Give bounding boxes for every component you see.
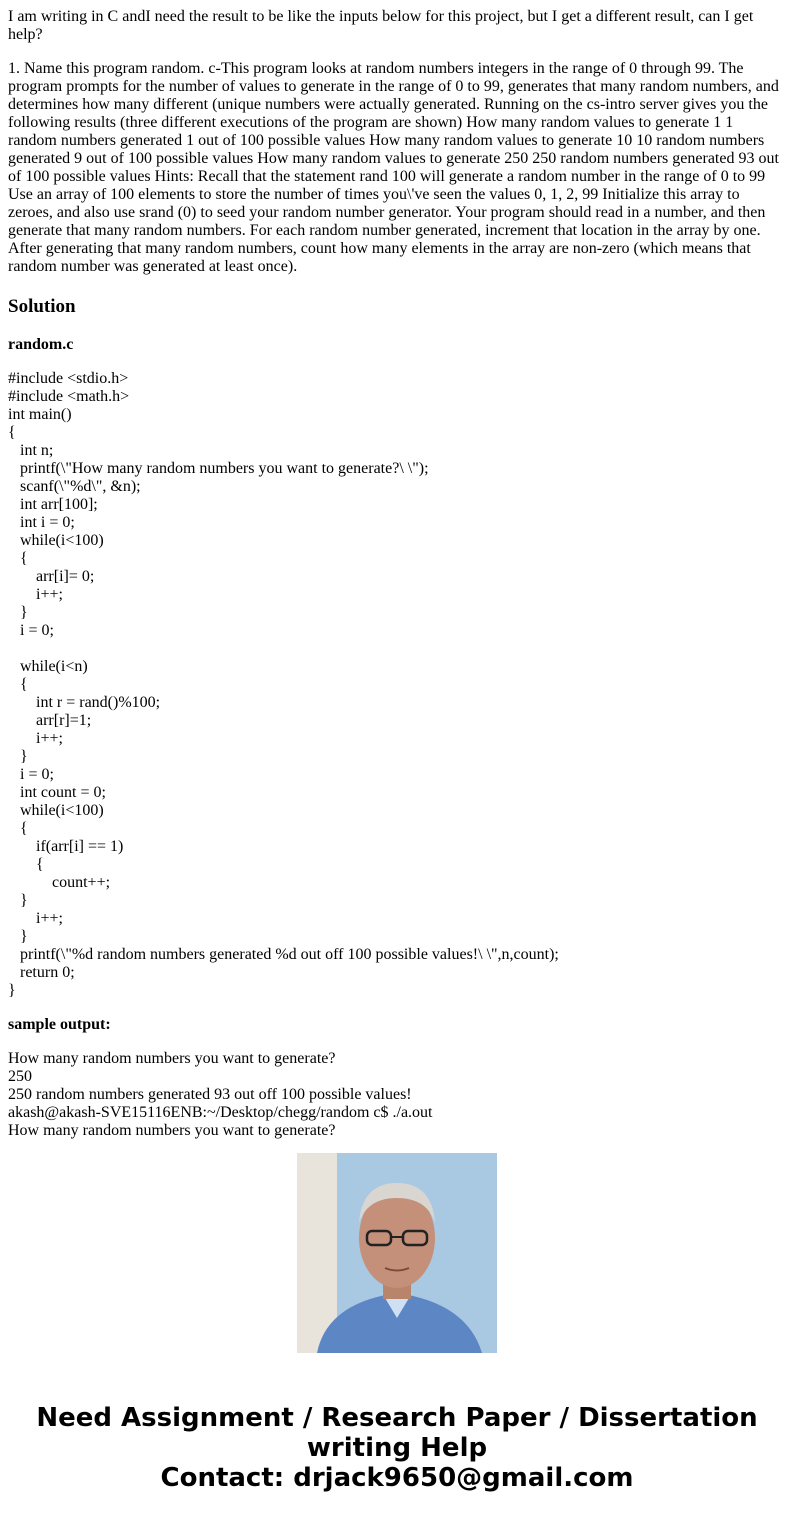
sample-output-heading: sample output: bbox=[8, 1016, 111, 1033]
promo-line-contact: Contact: drjack9650@gmail.com bbox=[160, 1463, 634, 1493]
question-body: 1. Name this program random. c-This program looks at random numbers integers in the range of 0 through 99. The program prompts for the number of values to generate in the range of 0 to 99, generates that many random numbers, and determines how many different (unique numbers were actually generated. Running on the cs-intro server gives you the following results (three different executions of the program are shown) How many random values to generate 1 1 random numbers generated 1 out of 100 possible values How many random values to generate 10 10 random numbers generated 9 out of 100 possible values How many random values to generate 250 250 random numbers generated 93 out of 100 possible values Hints: Recall that the statement rand 100 will generate a random number in the range of 0 to 99 Use an array of 100 elements to store the number of times you\'ve seen the values 0, 1, 2, 99 Initialize this array to zeroes, and also use srand (0) to seed your random number generator. Your program should read in a number, and then generate that many random numbers. For each random number generated, increment that location in the array by one. After generating that many random numbers, count how many elements in the array are non-zero (which means that random number was generated at least once). bbox=[8, 60, 779, 275]
author-avatar bbox=[297, 1153, 497, 1353]
article-content bbox=[8, 0, 786, 1139]
solution-heading: Solution bbox=[8, 296, 76, 317]
promo-banner bbox=[0, 1403, 794, 1493]
question-intro: I am writing in C andI need the result to be like the inputs below for this project, but I get a different result, can I get help? bbox=[8, 8, 754, 43]
code-block: #include <stdio.h> #include <math.h> int main() { int n; printf(\"How many random numbers you want to generate?\ \"); scanf(\"%d\", &n); int arr[100]; int i = 0; while(i<100) { arr[i]= 0; i++; } i = 0; while(i<n) { int r = rand()%100; arr[r]=1; i++; } i = 0; int count = 0; while(i<100) { if(arr[i] == 1) { count++; } i++; } printf(\"%d random numbers generated %d out off 100 possible values!\ \",n,count); return 0; } bbox=[8, 370, 559, 999]
promo-line-help: Need Assignment / Research Paper / Dissertation writing Help bbox=[36, 1403, 758, 1463]
sample-output: How many random numbers you want to generate? 250 250 random numbers generated 93 out off 100 possible values! akash@akash-SVE15116ENB:~/Desktop/chegg/random c$ ./a.out How many random numbers you want to generate? bbox=[8, 1050, 433, 1139]
person-photo-icon bbox=[297, 1153, 497, 1353]
filename-heading: random.c bbox=[8, 336, 74, 353]
